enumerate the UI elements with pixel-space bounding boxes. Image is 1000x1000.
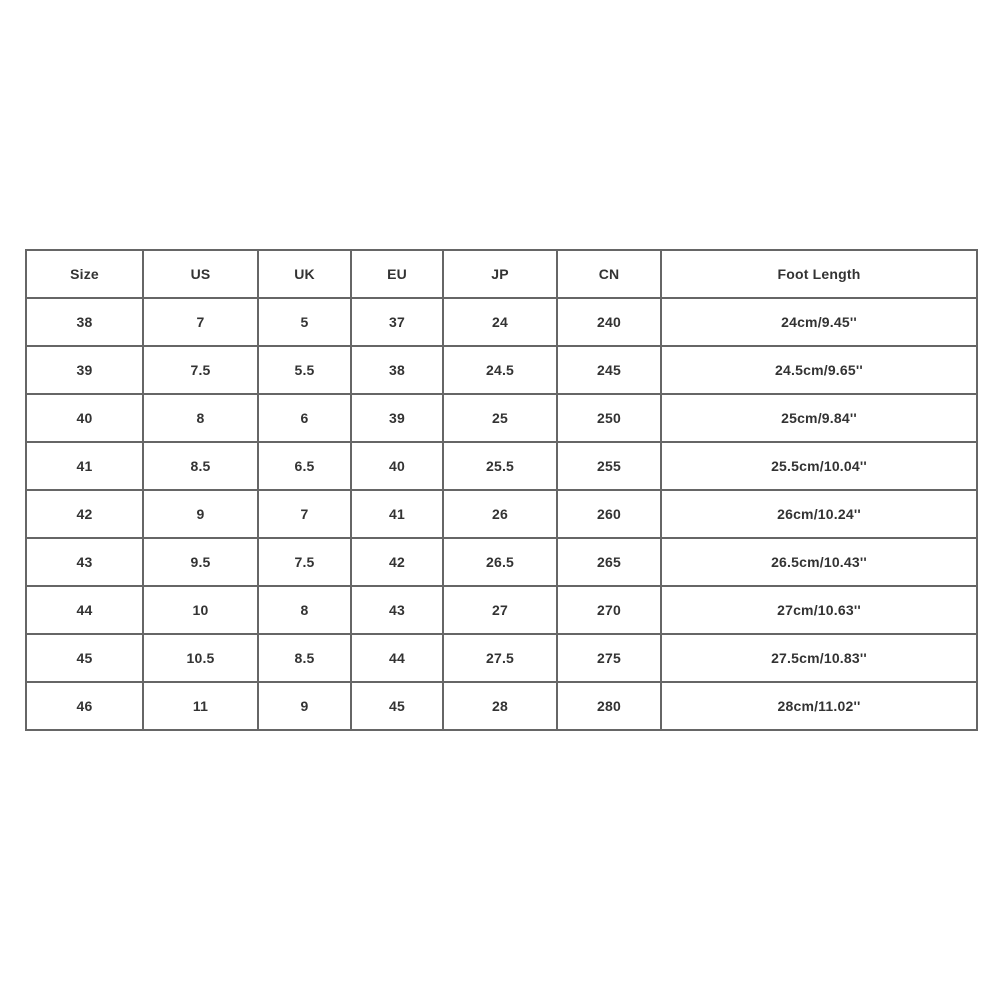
cell-jp: 24.5	[443, 346, 557, 394]
cell-us: 8	[143, 394, 258, 442]
cell-eu: 43	[351, 586, 443, 634]
header-us: US	[143, 250, 258, 298]
cell-cn: 260	[557, 490, 661, 538]
table-row	[26, 538, 977, 586]
table-row	[26, 298, 977, 346]
cell-us: 11	[143, 682, 258, 730]
header-cn: CN	[557, 250, 661, 298]
cell-size: 38	[26, 298, 143, 346]
cell-foot-length: 24cm/9.45''	[661, 298, 977, 346]
cell-cn: 265	[557, 538, 661, 586]
table-row	[26, 394, 977, 442]
cell-jp: 25.5	[443, 442, 557, 490]
cell-cn: 240	[557, 298, 661, 346]
cell-eu: 45	[351, 682, 443, 730]
cell-size: 40	[26, 394, 143, 442]
cell-cn: 250	[557, 394, 661, 442]
cell-foot-length: 27cm/10.63''	[661, 586, 977, 634]
cell-size: 43	[26, 538, 143, 586]
cell-us: 7	[143, 298, 258, 346]
cell-eu: 41	[351, 490, 443, 538]
cell-us: 8.5	[143, 442, 258, 490]
cell-uk: 8.5	[258, 634, 351, 682]
cell-uk: 7	[258, 490, 351, 538]
cell-size: 44	[26, 586, 143, 634]
table-row	[26, 442, 977, 490]
header-uk: UK	[258, 250, 351, 298]
cell-jp: 27.5	[443, 634, 557, 682]
cell-size: 42	[26, 490, 143, 538]
table-row	[26, 346, 977, 394]
cell-us: 7.5	[143, 346, 258, 394]
cell-foot-length: 25cm/9.84''	[661, 394, 977, 442]
cell-foot-length: 24.5cm/9.65''	[661, 346, 977, 394]
cell-uk: 5.5	[258, 346, 351, 394]
header-foot-length: Foot Length	[661, 250, 977, 298]
cell-us: 9.5	[143, 538, 258, 586]
cell-foot-length: 25.5cm/10.04''	[661, 442, 977, 490]
cell-jp: 25	[443, 394, 557, 442]
cell-uk: 6	[258, 394, 351, 442]
cell-foot-length: 27.5cm/10.83''	[661, 634, 977, 682]
cell-eu: 38	[351, 346, 443, 394]
cell-cn: 270	[557, 586, 661, 634]
cell-size: 39	[26, 346, 143, 394]
cell-uk: 6.5	[258, 442, 351, 490]
cell-us: 10	[143, 586, 258, 634]
header-row	[26, 250, 977, 298]
table-row	[26, 586, 977, 634]
cell-eu: 44	[351, 634, 443, 682]
header-eu: EU	[351, 250, 443, 298]
cell-jp: 24	[443, 298, 557, 346]
cell-cn: 245	[557, 346, 661, 394]
cell-foot-length: 26.5cm/10.43''	[661, 538, 977, 586]
cell-jp: 27	[443, 586, 557, 634]
cell-size: 41	[26, 442, 143, 490]
header-size: Size	[26, 250, 143, 298]
size-chart-table	[25, 249, 978, 731]
cell-jp: 28	[443, 682, 557, 730]
cell-cn: 255	[557, 442, 661, 490]
table-row	[26, 490, 977, 538]
cell-foot-length: 26cm/10.24''	[661, 490, 977, 538]
cell-uk: 7.5	[258, 538, 351, 586]
cell-jp: 26	[443, 490, 557, 538]
cell-uk: 9	[258, 682, 351, 730]
cell-eu: 42	[351, 538, 443, 586]
cell-us: 10.5	[143, 634, 258, 682]
cell-jp: 26.5	[443, 538, 557, 586]
cell-size: 46	[26, 682, 143, 730]
cell-cn: 280	[557, 682, 661, 730]
table-row	[26, 634, 977, 682]
cell-eu: 37	[351, 298, 443, 346]
cell-cn: 275	[557, 634, 661, 682]
cell-eu: 39	[351, 394, 443, 442]
cell-foot-length: 28cm/11.02''	[661, 682, 977, 730]
cell-size: 45	[26, 634, 143, 682]
cell-eu: 40	[351, 442, 443, 490]
table-row	[26, 682, 977, 730]
cell-us: 9	[143, 490, 258, 538]
cell-uk: 8	[258, 586, 351, 634]
header-jp: JP	[443, 250, 557, 298]
cell-uk: 5	[258, 298, 351, 346]
